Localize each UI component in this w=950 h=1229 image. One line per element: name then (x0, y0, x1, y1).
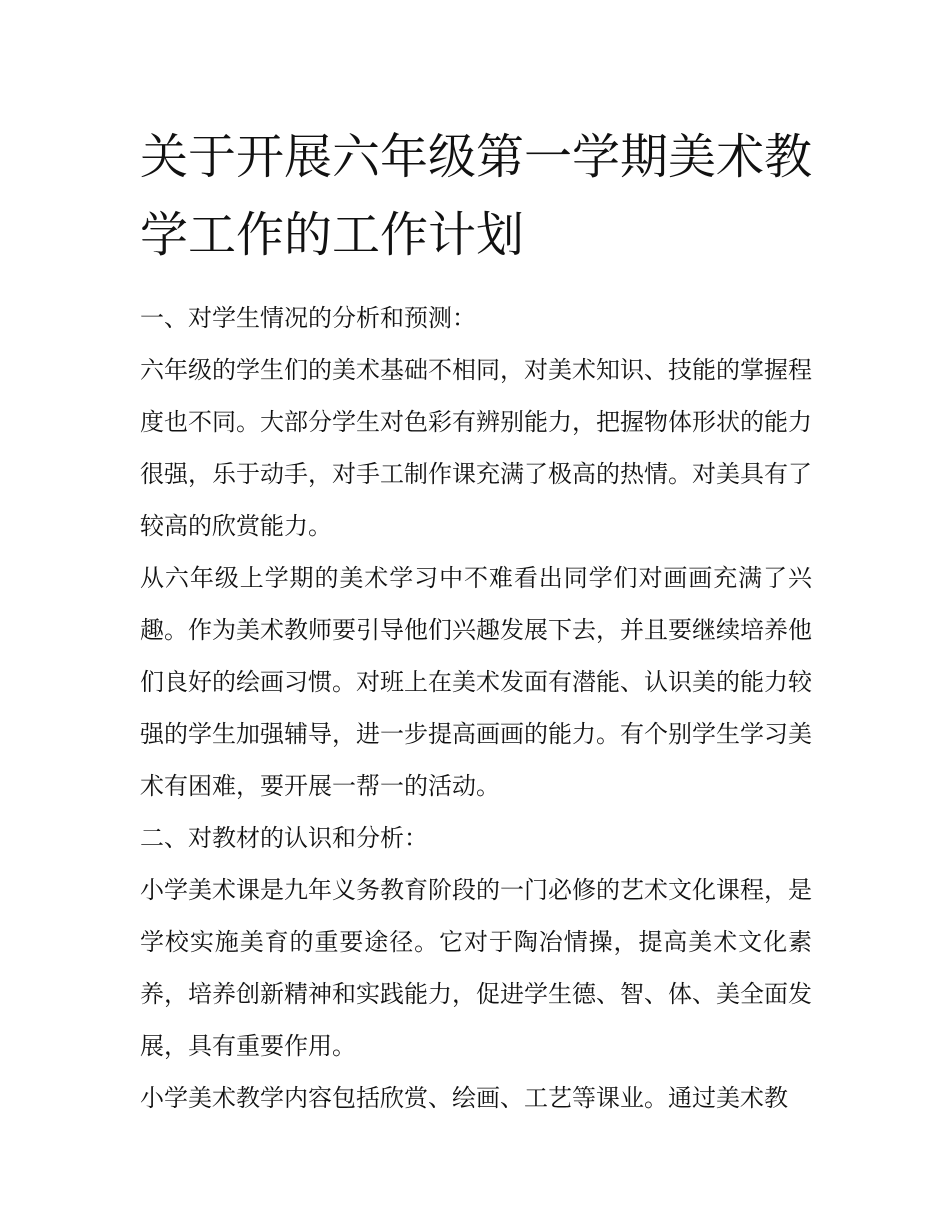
document-content (140, 118, 812, 1124)
document-title: 关于开展六年级第一学期美术教学工作的工作计划 (140, 129, 813, 263)
paragraph-course-importance: 小学美术课是九年义务教育阶段的一门必修的艺术文化课程，是学校实施美育的重要途径。它对于陶冶情操，提高美术文化素养，培养创新精神和实践能力，促进学生德、智、体、美全面发展，具有重要作用。 (140, 876, 812, 1060)
section-heading-student-analysis: 一、对学生情况的分析和预测： (140, 304, 476, 332)
section-heading-textbook-analysis: 二、对教材的认识和分析： (140, 824, 428, 852)
document-body (140, 292, 812, 1124)
paragraph-student-interest: 从六年级上学期的美术学习中不难看出同学们对画画充满了兴趣。作为美术教师要引导他们兴趣发展下去，并且要继续培养他们良好的绘画习惯。对班上在美术发面有潜能、认识美的能力较强的学生加强辅导，进一步提高画画的能力。有个别学生学习美术有困难，要开展一帮一的活动。 (140, 564, 812, 800)
paragraph-teaching-content: 小学美术教学内容包括欣赏、绘画、工艺等课业。通过美术教 (140, 1084, 788, 1112)
paragraph-student-foundation: 六年级的学生们的美术基础不相同，对美术知识、技能的掌握程度也不同。大部分学生对色彩有辨别能力，把握物体形状的能力很强，乐于动手，对手工制作课充满了极高的热情。对美具有了较高的欣赏能力。 (140, 356, 812, 540)
